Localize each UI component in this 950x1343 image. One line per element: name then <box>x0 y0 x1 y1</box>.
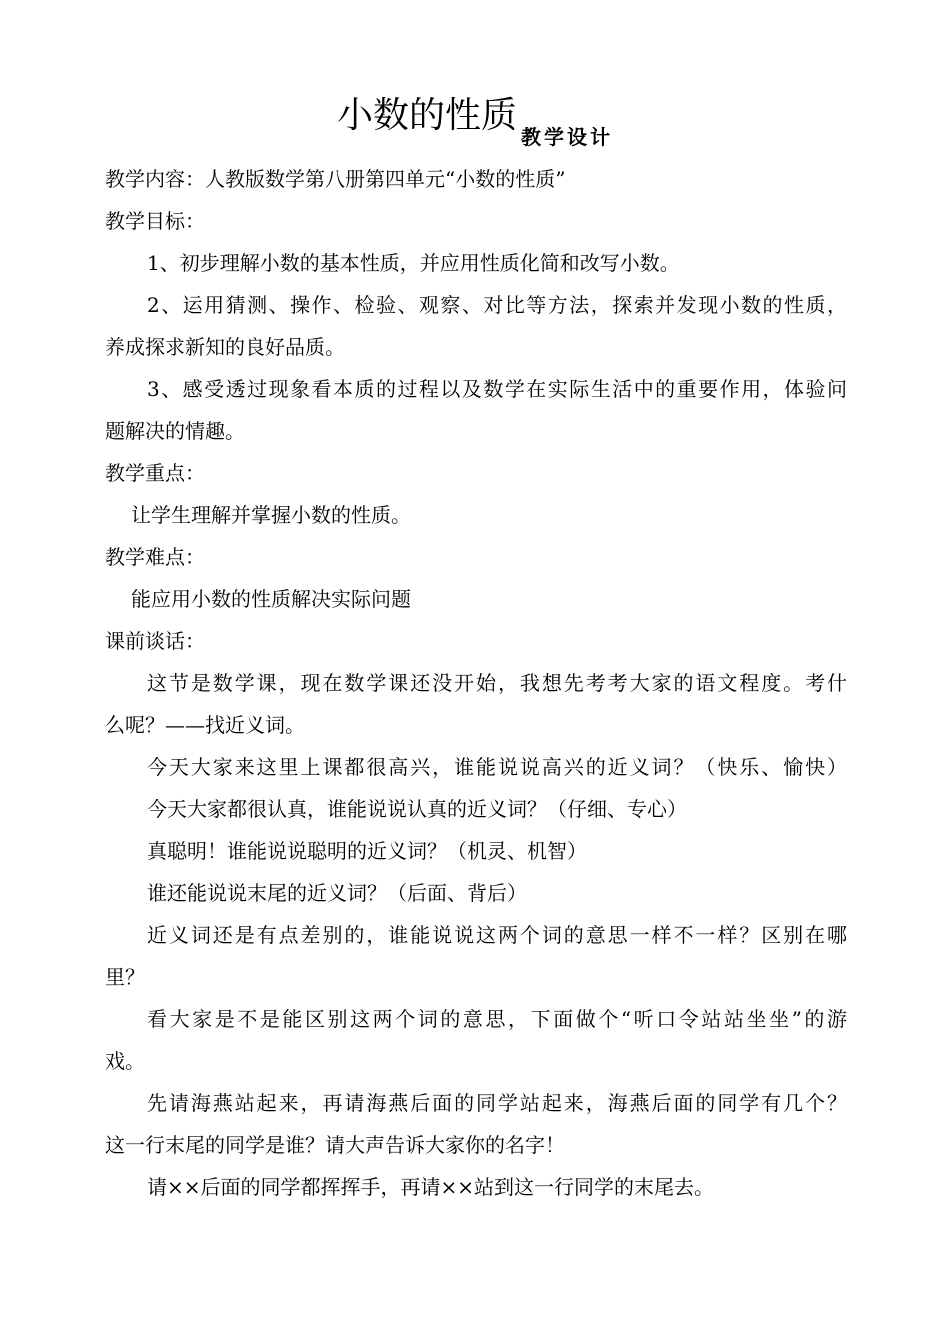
text-line: 今天大家都很认真，谁能说说认真的近义词？（仔细、专心） <box>147 797 687 821</box>
text-line: 教学内容：人教版数学第八册第四单元“小数的性质” <box>105 167 566 191</box>
text-line: 题解决的情趣。 <box>105 419 245 443</box>
text-line: 2、运用猜测、操作、检验、观察、对比等方法，探索并发现小数的性质， <box>147 293 847 317</box>
document-title: 小数的性质 <box>336 95 517 136</box>
text-line: 课前谈话： <box>105 629 205 653</box>
text-line: 请××后面的同学都挥挥手，再请××站到这一行同学的末尾去。 <box>147 1175 715 1199</box>
text-line: 养成探求新知的良好品质。 <box>105 335 345 359</box>
text-line: 么呢？——找近义词。 <box>105 713 305 737</box>
text-line: 教学目标： <box>105 209 205 233</box>
document-subtitle: 教学设计 <box>521 125 613 149</box>
text-line: 谁还能说说末尾的近义词？（后面、背后） <box>147 881 527 905</box>
text-line: 让学生理解并掌握小数的性质。 <box>131 503 411 527</box>
text-line: 先请海燕站起来，再请海燕后面的同学站起来，海燕后面的同学有几个？ <box>147 1091 847 1115</box>
text-line: 近义词还是有点差别的，谁能说说这两个词的意思一样不一样？区别在哪 <box>147 923 847 947</box>
text-line: 这节是数学课，现在数学课还没开始，我想先考考大家的语文程度。考什 <box>147 671 847 695</box>
title-row <box>0 92 950 149</box>
text-line: 今天大家来这里上课都很高兴，谁能说说高兴的近义词？（快乐、愉快） <box>147 755 847 779</box>
text-line: 教学难点： <box>105 545 205 569</box>
text-line: 这一行末尾的同学是谁？请大声告诉大家你的名字！ <box>105 1133 565 1157</box>
text-line: 戏。 <box>105 1049 145 1073</box>
text-line: 看大家是不是能区别这两个词的意思，下面做个“听口令站站坐坐”的游 <box>147 1007 847 1031</box>
text-line: 1、初步理解小数的基本性质，并应用性质化简和改写小数。 <box>147 251 680 275</box>
document-body <box>105 158 847 1208</box>
text-line: 教学重点： <box>105 461 205 485</box>
text-line: 3、感受透过现象看本质的过程以及数学在实际生活中的重要作用，体验问 <box>147 377 847 401</box>
text-line: 真聪明！谁能说说聪明的近义词？（机灵、机智） <box>147 839 587 863</box>
text-line: 能应用小数的性质解决实际问题 <box>131 587 411 611</box>
text-line: 里？ <box>105 965 145 989</box>
